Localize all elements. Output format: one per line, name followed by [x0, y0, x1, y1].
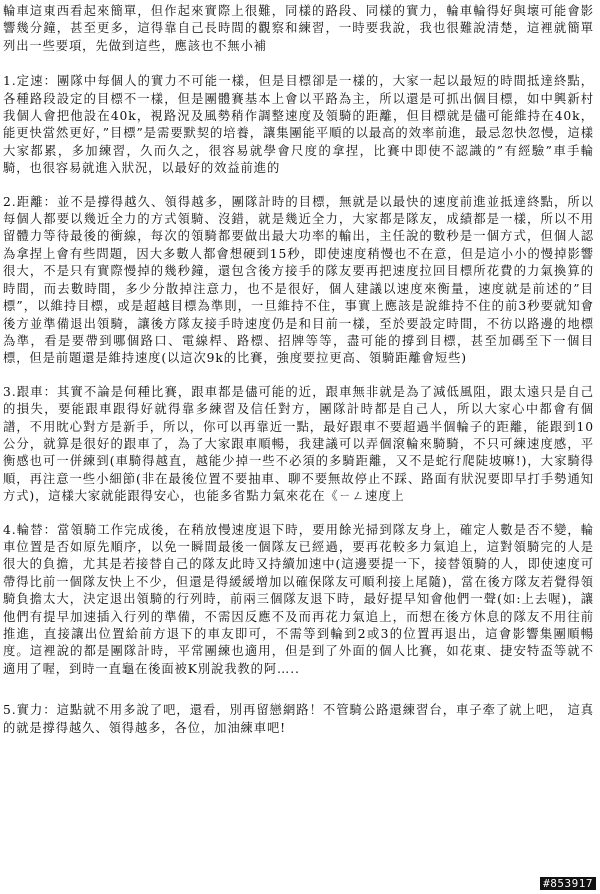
section-following: 3.跟車：其實不論是何種比賽，跟車都是儘可能的近，跟車無非就是為了減低風阻，跟太遠只是自己的損失，要能跟車跟得好就得靠多練習及信任對方，團隊計時都是自己人，所以大家心中都會有個譜，不用眈心對方是新手，所以，你可以再靠近一點，最好跟車不要超過半個輪子的距離，能跟到10公分，就算是很好的跟車了，為了大家跟車順暢，我建議可以弄個滾輪來騎騎，不只可練速度感，平衡感也可一併練到(車騎得越直，越能少掉一些不必須的多騎距離，又不是蛇行爬陡坡嘛!)，大家騎得順，再注意一些小細節(非在最後位置不要抽車、聊不要無故停止不踩、路面有狀況要即早打手勢通知方式)，這樣大家就能跟得安心，也能多省點力氣來花在《ㄧㄥ速度上 [3, 384, 594, 504]
intro-paragraph: 輪車這東西看起來簡單，但作起來實際上很難，同樣的路段、同樣的實力，輪車輪得好與壞可能會影響幾分鐘，甚至更多，這得靠自己長時間的觀察和練習，一時要我說，我也很難說清楚，這裡就簡單列出一些要項，先做到這些，應該也不無小補 [3, 4, 594, 53]
section-strength: 5.實力：這點就不用多說了吧，還看，別再留戀網路！不管騎公路還練習台，車子牽了就上吧， 這真的就是撐得越久、領得越多，各位，加油練車吧! [3, 703, 594, 735]
section-rotation: 4.輪替：當領騎工作完成後，在稍放慢速度退下時，要用餘光掃到隊友身上，確定人數是否不變，輪車位置是否如原先順序，以免一瞬間最後一個隊友已經過，要再花較多力氣追上，這對領騎完的人是很大的負擔，尤其是若接替自己的隊友此時又持續加速中(這邊要提一下，接替領騎的人，即使速度可帶得比前一個隊友快上不少，但還是得緩緩增加以確保隊友可順利接上尾隨)，當在後方隊友若覺得領騎負擔太大，決定退出領騎的行列時，前兩三個隊友退下時，最好提早知會他們一聲(如:上去喔)，讓他們有提早加速插入行列的準備，不需因反應不及而再花力氣追上，而想在後方休息的隊友不用往前推進，直接讓出位置給前方退下的車友即可，不需等到輪到2或3的位置再退出，這會影響集團順暢度。這裡說的都是團隊計時，平常團練也適用，但是到了外面的個人比賽，如花東、捷安特盃等就不適用了喔，到時一直龜在後面被K別說我教的阿….. [3, 522, 594, 676]
watermark-id: #853917 [540, 877, 596, 890]
section-speed: 1.定速：團隊中每個人的實力不可能一樣，但是目標卻是一樣的，大家一起以最短的時間抵達終點，各種路段設定的目標不一樣，但是團體賽基本上會以平路為主，所以還是可抓出個目標，如中興新村我個人會把他設在40k，視路況及風勢稍作調整速度及領騎的距離，但目標就是儘可能維持在40k，能更快當然更好，”目標”是需要默契的培養，讓集團能平順的以最高的效率前進，最忌忽快忽慢，這樣大家都累，多加練習，久而久之，很容易就學會尺度的拿捏，比賽中即使不認識的”有經驗”車手輪騎，也很容易就進入狀況，以最好的效益前進的 [3, 74, 594, 176]
section-distance: 2.距離：並不是撐得越久、領得越多，團隊計時的目標，無就是以最快的速度前進並抵達終點，所以每個人都要以幾近全力的方式領騎、沒錯，就是幾近全力，大家都是隊友，成績都是一樣，所以不用留體力等待最後的衝線，每次的領騎都要做出最大功率的輸出，主任說的數秒是一個方式，但個人認為拿捏上會有些問題，因大多數人都會想硬到15秒，即使速度稍慢也不在意，但是這小小的慢掉影響很大，不是只有實際慢掉的幾秒鐘，還包含後方接手的隊友要再把速度拉回目標所花費的力氣換算的時間，而去數時間，多少分散掉注意力，也不是很好，個人建議以速度來衡量，速度就是前述的”目標”，以維持目標，或是超越目標為準則，一旦維持不住，事實上應該是說維持不住的前3秒要就知會後方並準備退出領騎，讓後方隊友接手時速度仍是和目前一樣，至於要設定時間，不彷以路邊的地標為準，看是要帶到哪個路口、電線桿、路標、招牌等等，盡可能的撐到目標，甚至加碼至下一個目標，但是前題還是維持速度(以這次9k的比賽，強度要拉更高、領騎距離會短些) [3, 194, 594, 366]
